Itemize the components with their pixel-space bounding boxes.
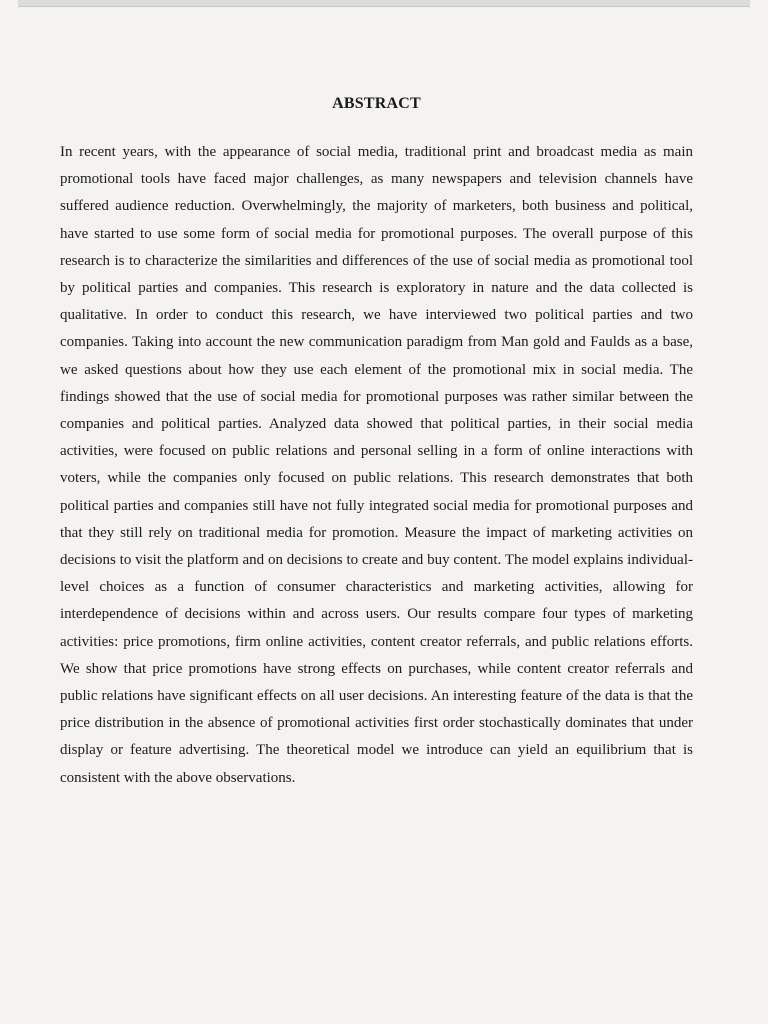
abstract-title: ABSTRACT	[332, 95, 421, 112]
abstract-section	[60, 95, 693, 792]
abstract-body: In recent years, with the appearance of social media, traditional print and broadcast media as main promotional tools have faced major challenges, as many newspapers and television channels have suffered audience reduction. Overwhelmingly, the majority of marketers, both business and political, have started to use some form of social media for promotional purposes. The overall purpose of this research is to characterize the similarities and differences of the use of social media as promotional tool by political parties and companies. This research is exploratory in nature and the data collected is qualitative. In order to conduct this research, we have interviewed two political parties and two companies. Taking into account the new communication paradigm from Man gold and Faulds as a base, we asked questions about how they use each element of the promotional mix in social media. The findings showed that the use of social media for promotional purposes was rather similar between the companies and political parties. Analyzed data showed that political parties, in their social media activities, were focused on public relations and personal selling in a form of online interactions with voters, while the companies only focused on public relations. This research demonstrates that both political parties and companies still have not fully integrated social media for promotional purposes and that they still rely on traditional media for promotion. Measure the impact of marketing activities on decisions to visit the platform and on decisions to create and buy content. The model explains individual-level choices as a function of consumer characteristics and marketing activities, allowing for interdependence of decisions within and across users. Our results compare four types of marketing activities: price promotions, firm online activities, content creator referrals, and public relations efforts. We show that price promotions have strong effects on purchases, while content creator referrals and public relations have significant effects on all user decisions. An interesting feature of the data is that the price distribution in the absence of promotional activities first order stochastically dominates that under display or feature advertising. The theoretical model we introduce can yield an equilibrium that is consistent with the above observations.	[60, 144, 693, 786]
top-edge-band	[18, 0, 750, 7]
